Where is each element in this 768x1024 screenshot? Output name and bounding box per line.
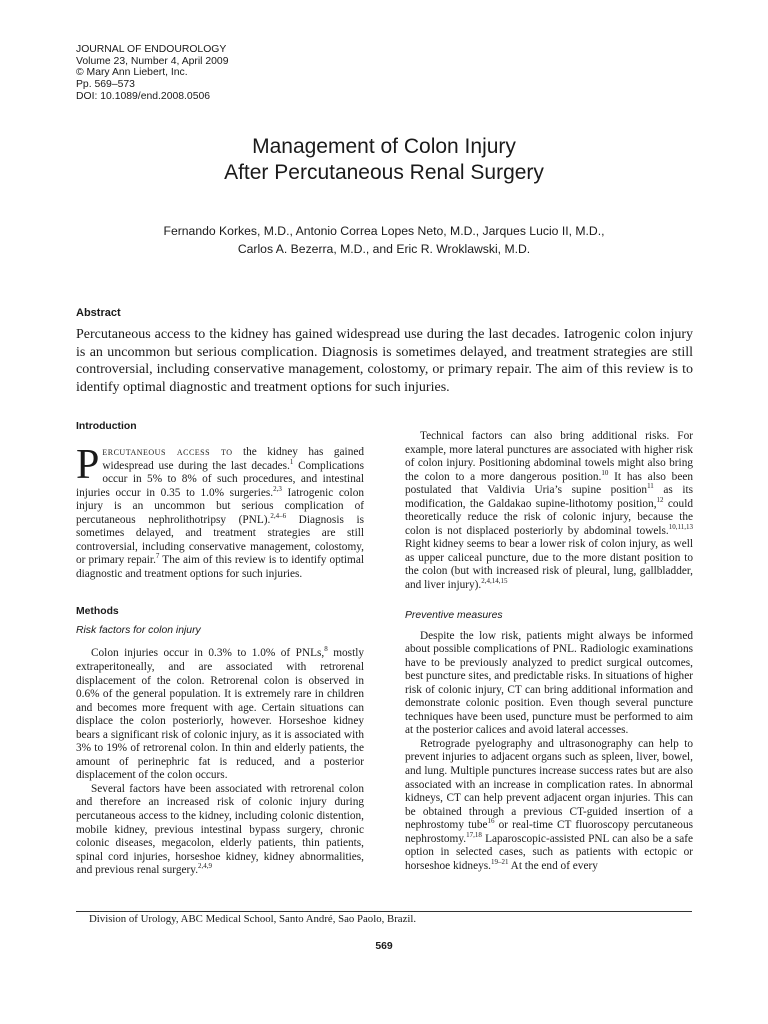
page-number: 569 (375, 941, 393, 952)
affiliation-footnote: Division of Urology, ABC Medical School, Santo André, Sao Paolo, Brazil. (89, 913, 417, 925)
abstract-text: Percutaneous access to the kidney has gained widespread use during the last decades. Iatrogenic colon injury is an uncommon but serious complication. Diagnosis is sometimes delayed, and treatment strategies are still controversial, including conservative management, colostomy, or primary repair. The aim of this review is to identify optimal diagnostic and treatment options for such injuries. (76, 327, 693, 395)
intro-smallcaps: ercutaneous access to (102, 446, 233, 458)
technical-factors-paragraph: Technical factors can also bring additional risks. For example, more lateral punctures are associated with higher risk of colon injury. Positioning abdominal towels might also bring the colon to a more dangerous position.$^{10}$ It has also been postulated that Valdivia Uria’s supine position$^{11}$ as its modification, the Galdakao supine-lithotomy position,$^{12}$ could theoretically reduce the risk of colonic injury, because the colon is not displaced posteriorly by abdominal towels.$^{10,11,13}$ Right kidney seems to bear a lower risk of colon injury, as well as upper caliceal puncture, due to the more distant position to the colon (but with increased risk of pleural, lung, gallbladder, and liver injury).$^{2,4,14,15}$ (405, 430, 693, 592)
title-line-2: After Percutaneous Renal Surgery (224, 161, 544, 184)
title-line-1: Management of Colon Injury (252, 135, 516, 158)
drop-cap: P (76, 442, 100, 488)
footnote-rule (76, 911, 692, 912)
introduction-paragraph: Percutaneous access to the kidney has gained widespread use during the last decades.$^1$ Complications occur in 5% to 8% of such procedures, and intestinal injuries occur in 0.35 to 1.0% surgeries.$^{2,3}$ Iatrogenic colon injury is an uncommon but serious complication of percutaneous nephrolithotripsy (PNL).$^{2,4-6}$ Diagnosis is sometimes delayed, and treatment strategies are still controversial, including conservative management, colostomy, or primary repair.$^7$ The aim of this review is to identify optimal diagnostic and treatment options for such injuries. (76, 442, 365, 580)
abstract-heading: Abstract (76, 307, 121, 319)
authors-line-2: Carlos A. Bezerra, M.D., and Eric R. Wroklawski, M.D. (237, 242, 531, 256)
preventive-paragraph-1: Despite the low risk, patients might always be informed about possible complications of PNL. Radiologic examinations have to be previously analyzed to predict surgical outcomes, best puncture sites, and predictable risks. In situations of higher risk of colonic injury, CT can bring additional information and demonstrate colonic position. Even though several puncture techniques have been used, puncture must be performed to aim at the posterior calices and avoid lateral accesses. (405, 629, 693, 737)
authors-line-1: Fernando Korkes, M.D., Antonio Correa Lopes Neto, M.D., Jarques Lucio II, M.D., (163, 224, 605, 238)
introduction-heading: Introduction (76, 421, 137, 432)
methods-paragraph-1: Colon injuries occur in 0.3% to 1.0% of PNLs,$^8$ mostly extraperitoneally, and are associated with retrorenal displacement of the colon. Retrorenal colon is observed in 0.6% of the general population. It is extremely rare in children and becomes more frequent with age. Certain situations can displace the colon posteriorly, however. Horseshoe kidney bears a significant risk of colonic injury, as it is associated with 3% to 19% of retrorenal colon. In thin and elderly patients, the amount of perinephric fat is reduced, and a posterior displacement of the colon occurs. (76, 645, 364, 782)
right-column (405, 420, 693, 873)
journal-info (76, 44, 229, 103)
journal-pages: Pp. 569–573 (76, 79, 135, 91)
article-title (0, 134, 768, 186)
journal-name: JOURNAL OF ENDOUROLOGY (76, 44, 227, 55)
preventive-paragraph-2: Retrograde pyelography and ultrasonography can help to prevent injuries to adjacent organs such as spleen, liver, bowel, and lung. Multiple punctures increase success rates but are also associated with an increase in complication rates. In abnormal kidneys, CT can help prevent adjacent organ injuries. This can be obtained through a previous CT-guided insertion of a nephrostomy tube$^{16}$ or real-time CT fluoroscopy percutaneous nephrostomy.$^{17,18}$ Laparoscopic-assisted PNL can also be a safe option in selected cases, such as patients with ectopic or horseshoe kidneys.$^{19-21}$ At the end of every (405, 737, 694, 872)
left-column (76, 420, 364, 878)
methods-paragraph-2: Several factors have been associated with retrorenal colon and therefore an increased risk of colonic injury during percutaneous access to the kidney, including colonic distention, mobile kidney, previous intestinal bypass surgery, chronic colonic diseases, megacolon, elderly patients, thin patients, spinal cord injuries, horseshoe kidney, kidney abnormalities, and previous renal surgery.$^{2,4,9}$ (76, 782, 364, 877)
risk-factors-subheading: Risk factors for colon injury (76, 625, 201, 637)
author-list (0, 222, 768, 258)
journal-doi: DOI: 10.1089/end.2008.0506 (76, 90, 211, 102)
methods-heading: Methods (76, 606, 119, 618)
journal-copyright: © Mary Ann Liebert, Inc. (76, 67, 188, 79)
preventive-measures-subheading: Preventive measures (405, 609, 503, 621)
journal-volume: Volume 23, Number 4, April 2009 (76, 55, 229, 67)
